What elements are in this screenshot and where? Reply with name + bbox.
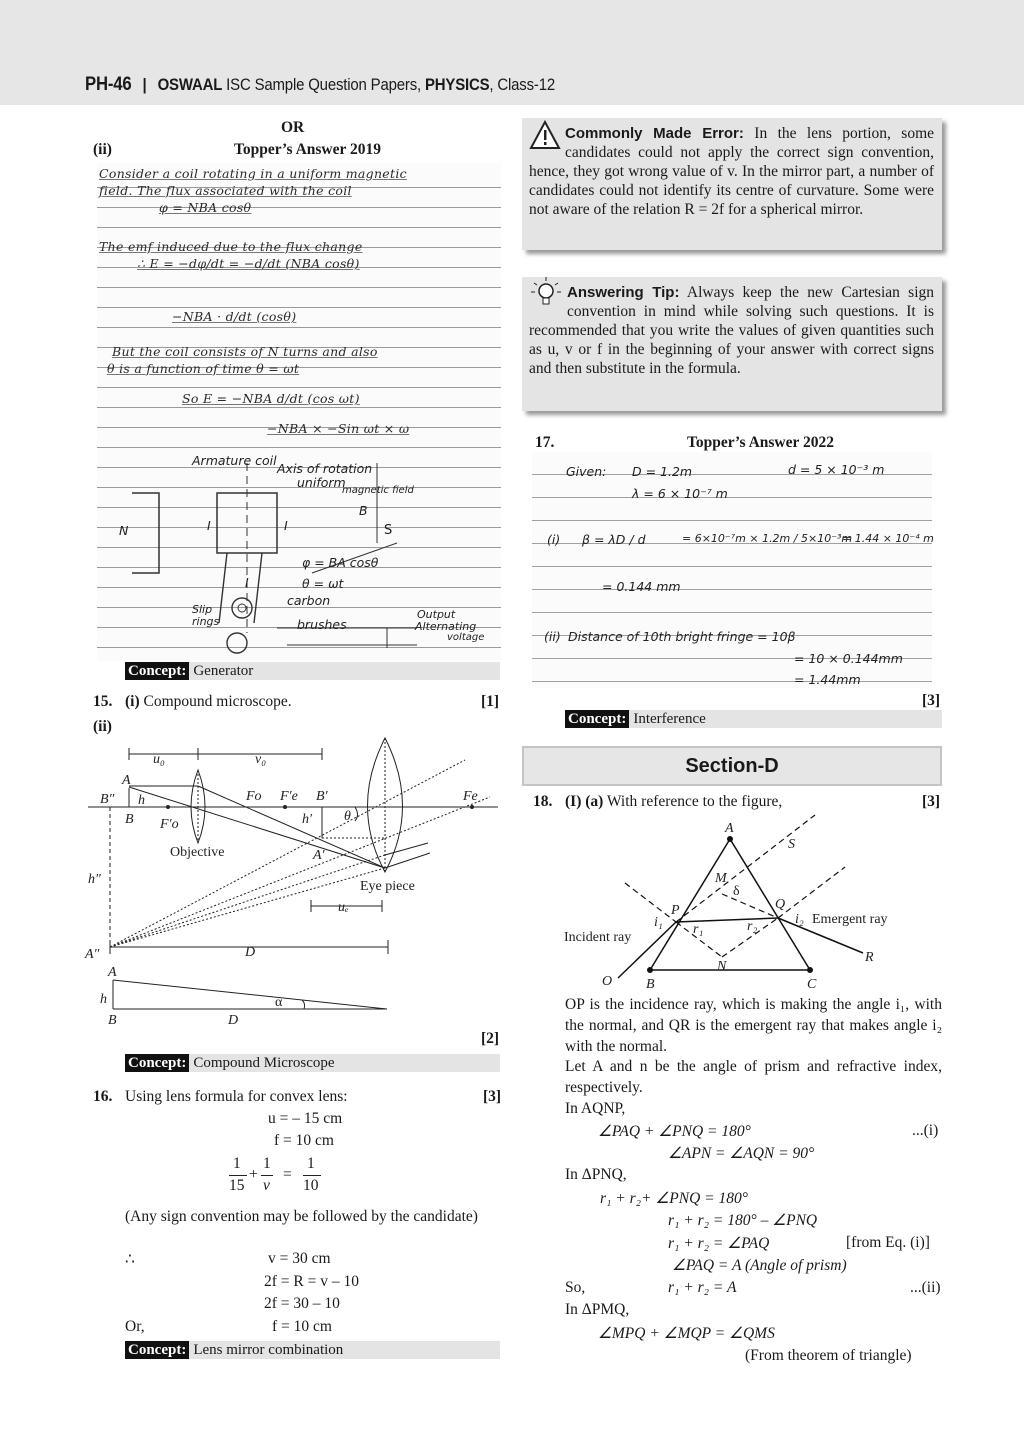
label-N: N — [717, 959, 727, 974]
equation: r₁ + r₂ = ∠PAQ — [668, 1235, 770, 1252]
page-number: PH-46 — [85, 74, 132, 95]
label-Fo-prime: F′o — [160, 817, 179, 832]
or-heading: OR — [281, 119, 305, 136]
subject: PHYSICS — [424, 75, 490, 94]
equation: ∠APN = ∠AQN = 90° — [668, 1145, 815, 1162]
label-Fo: Fo — [246, 789, 262, 804]
hw-line: −NBA · d/dt (cosθ) — [172, 309, 297, 324]
hw-label: φ = BA cosθ — [302, 555, 379, 570]
label-B: B — [125, 812, 134, 827]
hw-label: I — [207, 518, 211, 533]
label-theta: θ — [344, 809, 351, 824]
equation: f = 10 cm — [272, 1318, 332, 1335]
equation: r₁ + r₂ = A — [668, 1279, 737, 1296]
concept-generator — [125, 662, 500, 680]
lightbulb-icon — [529, 275, 563, 307]
equation: ∠PAQ + ∠PNQ = 180° — [598, 1123, 751, 1140]
hw-line: = 6×10⁻⁷m × 1.2m / 5×10⁻³m — [682, 532, 853, 545]
label-A: A — [122, 773, 131, 788]
concept-tag: Concept: — [565, 710, 629, 728]
therefore-symbol: ∴ — [125, 1251, 135, 1268]
handwritten-answer-2019 — [97, 163, 501, 661]
answering-tip-box — [522, 277, 942, 411]
part-label: (ii) — [93, 141, 112, 158]
concept-tag: Concept: — [125, 1054, 189, 1072]
generator-sketch — [97, 163, 501, 661]
hw-label: Alternating — [415, 620, 477, 633]
hw-label: brushes — [297, 617, 347, 632]
label-R: R — [865, 950, 874, 965]
hw-label: I — [284, 518, 288, 533]
hw-line: = 10 × 0.144mm — [794, 651, 903, 666]
hw-line: β = λD / d — [582, 532, 646, 547]
hw-line: Consider a coil rotating in a uniform magnetic — [99, 166, 407, 181]
page-header — [0, 0, 1024, 105]
label-B-bottom: B — [108, 1013, 117, 1028]
hw-label: I — [245, 575, 249, 590]
hw-line: −NBA × −Sin ωt × ω — [267, 421, 410, 436]
hw-line: (ii) — [544, 629, 561, 644]
label-objective: Objective — [170, 845, 225, 860]
label-h-bottom: h — [100, 992, 107, 1007]
equation: 2f = R = v – 10 — [264, 1273, 359, 1290]
hw-line: φ = NBA cosθ — [159, 200, 252, 215]
equation-tag: ...(ii) — [910, 1279, 941, 1296]
concept-lens-mirror — [125, 1341, 500, 1359]
hw-label: Axis of rotation — [277, 461, 373, 476]
part-label: (i) — [125, 693, 140, 710]
marks: [3] — [922, 692, 941, 709]
hw-line: = 0.144 mm — [602, 579, 681, 594]
box-text: Always keep the new Cartesian sign convention in mind while solving such questions. It is recommended that you write the values of given quantities such as u, v or f in the beginning of your answer with correct signs and then substitute in the formula. — [529, 284, 935, 377]
equation: r₁ + r₂ = 180° – ∠PNQ — [668, 1212, 818, 1229]
hw-label: θ = ωt — [302, 576, 344, 591]
hw-line: But the coil consists of N turns and also — [112, 344, 378, 359]
hw-label: Armature coil — [192, 453, 277, 468]
equation: r₁ + r₂+ ∠PNQ = 180° — [600, 1190, 748, 1207]
box-heading: Commonly Made Error: — [565, 125, 744, 142]
paragraph: OP is the incidence ray, which is making the angle i₁, with the normal, and QR is the emergent ray that makes angle i₂ with the normal. — [565, 996, 942, 1055]
hw-line: So E = −NBA d/dt (cos ωt) — [182, 391, 360, 406]
label-C: C — [807, 977, 817, 990]
label-eyepiece: Eye piece — [360, 879, 415, 894]
label-ue: uₑ — [338, 900, 349, 915]
hw-line: ∴ E = −dφ/dt = −d/dt (NBA cosθ) — [137, 256, 360, 271]
label-D-bottom: D — [228, 1013, 239, 1028]
denominator: 10 — [303, 1177, 319, 1194]
prism-diagram — [550, 810, 930, 990]
label-i1: i₁ — [654, 915, 663, 930]
label-B-prime: B′ — [316, 789, 328, 804]
question-number: 16. — [93, 1088, 113, 1105]
equation: f = 10 cm — [274, 1132, 334, 1149]
handwritten-answer-2022 — [532, 452, 932, 688]
hw-line: (i) — [547, 532, 561, 547]
marks: [3] — [922, 793, 941, 810]
label-A-bottom: A — [108, 965, 117, 980]
marks: [1] — [481, 693, 500, 710]
label-A2: A″ — [85, 947, 100, 962]
text-line: In ΔPNQ, — [565, 1166, 627, 1183]
paragraph: Let A and n be the angle of prism and refractive index, respectively. — [565, 1058, 942, 1096]
box-text: In the lens portion, some candidates could not apply the correct sign convention, hence, they got wrong value of v. In the mirror part, a number of candidates could not identify its centre of curvature. Some were not aware of the relation R = 2f for a spherical mirror. — [529, 125, 935, 218]
label-Fe-prime: F′e — [280, 789, 298, 804]
equation: ∠MPQ + ∠MQP = ∠QMS — [598, 1325, 775, 1342]
label-alpha: α — [275, 995, 283, 1010]
hw-line: λ = 6 × 10⁻⁷ m — [632, 486, 728, 501]
label-incident-ray: Incident ray — [564, 930, 632, 945]
hw-label: N — [119, 523, 129, 538]
numerator: 1 — [233, 1155, 241, 1172]
question-number: 15. — [93, 693, 113, 710]
equation: v = 30 cm — [268, 1250, 331, 1267]
equation-note: (From theorem of triangle) — [745, 1347, 912, 1364]
answer-text: With reference to the figure, — [606, 793, 783, 810]
hw-label: Output — [417, 608, 456, 621]
hw-line: Distance of 10th bright fringe = 10β — [568, 629, 796, 644]
label-emergent-ray: Emergent ray — [812, 912, 888, 927]
section-heading: Section-D — [522, 746, 942, 786]
answer-text: Compound microscope. — [143, 693, 292, 710]
or-label: Or, — [125, 1318, 145, 1335]
hw-label: carbon — [287, 593, 331, 608]
hw-label: uniform — [297, 475, 346, 490]
question-number: 18. — [533, 793, 553, 810]
equation: u = – 15 cm — [268, 1110, 343, 1127]
header-title — [85, 74, 555, 96]
label-h-prime: h′ — [302, 812, 313, 827]
answer-text: Using lens formula for convex lens: — [125, 1088, 348, 1105]
label-r2: r₂ — [747, 919, 758, 934]
topper-answer-heading: Topper’s Answer 2022 — [687, 434, 834, 451]
operator: + — [249, 1166, 258, 1183]
numerator: 1 — [307, 1155, 315, 1172]
hw-label: Slip — [192, 603, 213, 616]
warning-icon — [529, 120, 561, 150]
label-S: S — [788, 837, 795, 852]
operator: = — [283, 1166, 292, 1183]
part-label: (ii) — [93, 718, 112, 735]
marks: [3] — [483, 1088, 502, 1105]
label-i2: i₂ — [795, 912, 804, 927]
hw-line: = 1.44 × 10⁻⁴ m — [842, 532, 934, 545]
label-h2: h″ — [88, 872, 101, 887]
class-label: , Class-12 — [489, 75, 556, 94]
commonly-made-error-box — [522, 118, 942, 250]
hw-line: Given: — [566, 464, 607, 479]
label-P: P — [671, 903, 680, 918]
header-separator: | — [142, 75, 147, 94]
hw-label: voltage — [447, 632, 485, 643]
label-h: h — [138, 793, 145, 808]
concept-compound-microscope — [125, 1054, 500, 1072]
denominator: 15 — [229, 1177, 245, 1194]
label-Q: Q — [775, 897, 786, 912]
label-Fe: Fe — [463, 789, 478, 804]
lens-formula-fraction — [229, 1155, 329, 1197]
concept-text: Generator — [193, 663, 254, 679]
concept-text: Interference — [633, 711, 706, 727]
part-label: (I) (a) — [565, 793, 604, 810]
label-r1: r₁ — [693, 922, 704, 937]
concept-interference — [565, 710, 942, 728]
hw-label: S — [384, 523, 393, 538]
text-line: So, — [565, 1279, 586, 1296]
hw-line: θ is a function of time θ = ωt — [107, 361, 300, 376]
label-B2: B″ — [100, 792, 115, 807]
hw-label: B — [359, 503, 368, 518]
concept-tag: Concept: — [125, 1341, 189, 1359]
hw-label: rings — [192, 615, 220, 628]
marks: [2] — [481, 1030, 500, 1047]
label-A: A — [725, 821, 734, 836]
label-M: M — [715, 871, 727, 886]
label-delta: δ — [733, 884, 740, 899]
numerator: 1 — [263, 1155, 271, 1172]
brand: OSWAAL — [157, 75, 223, 94]
compound-microscope-diagram — [80, 730, 510, 1030]
label-B: B — [646, 977, 655, 990]
equation: 2f = 30 – 10 — [264, 1295, 340, 1312]
concept-tag: Concept: — [125, 662, 189, 680]
topper-answer-heading: Topper’s Answer 2019 — [234, 141, 381, 158]
equation-tag: [from Eq. (i)] — [846, 1234, 930, 1251]
label-O: O — [602, 974, 613, 989]
hw-line: d = 5 × 10⁻³ m — [788, 462, 885, 477]
equation: ∠PAQ = A (Angle of prism) — [672, 1257, 847, 1274]
hw-line: D = 1.2m — [632, 464, 693, 479]
denominator: v — [263, 1177, 270, 1194]
label-v0: v₀ — [255, 752, 267, 767]
concept-text: Lens mirror combination — [193, 1342, 344, 1358]
text-line: In ΔPMQ, — [565, 1301, 630, 1318]
note-text: (Any sign convention may be followed by the candidate) — [125, 1208, 478, 1225]
box-heading: Answering Tip: — [567, 284, 680, 301]
hw-line: = 1.44mm — [794, 672, 861, 687]
label-u0: u₀ — [153, 752, 165, 767]
hw-label: magnetic field — [342, 485, 414, 496]
concept-text: Compound Microscope — [193, 1055, 335, 1071]
hw-line: field. The flux associated with the coil — [99, 183, 352, 198]
hw-line: The emf induced due to the flux change — [99, 239, 363, 254]
label-A-prime: A′ — [313, 848, 325, 863]
equation-tag: ...(i) — [912, 1122, 939, 1139]
text-line: In AQNP, — [565, 1100, 626, 1117]
question-number: 17. — [535, 434, 555, 451]
label-D: D — [245, 945, 256, 960]
book-title: ISC Sample Question Papers, — [222, 75, 425, 94]
